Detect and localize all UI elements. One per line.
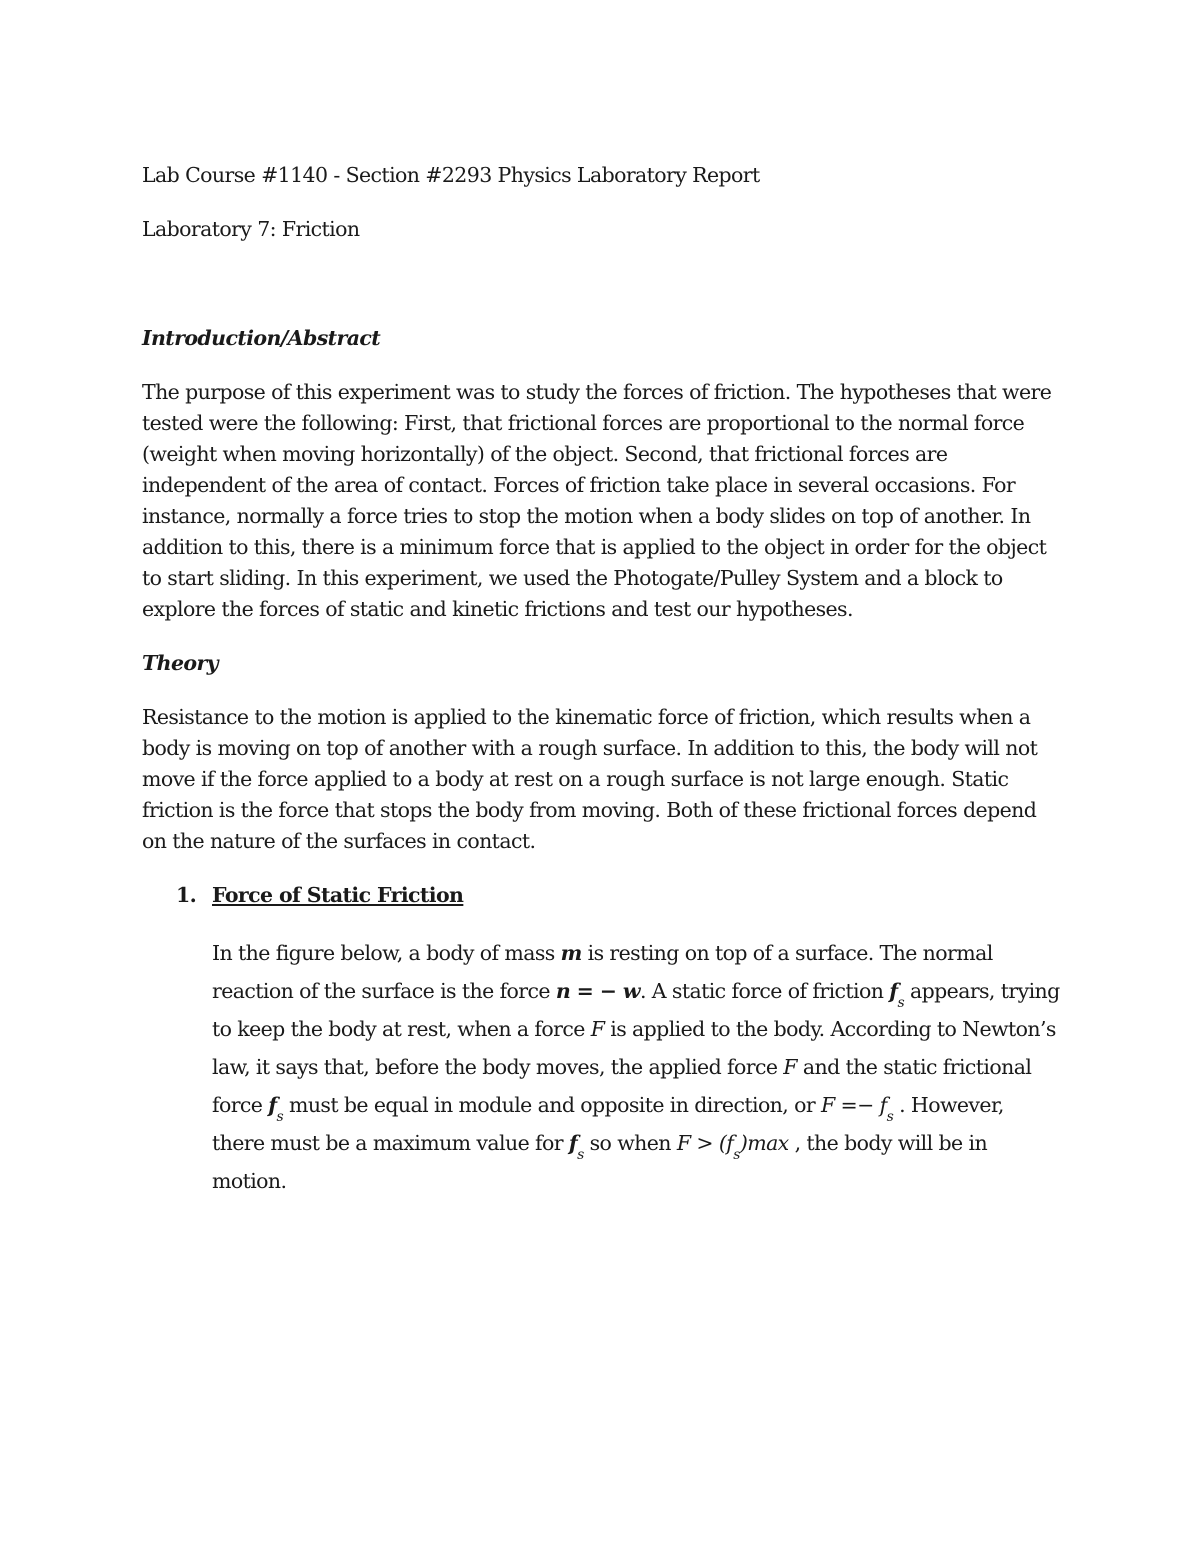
math-force-equation: F =− f [820, 1093, 887, 1117]
math-inequality-max: )max [739, 1131, 789, 1155]
numbered-list [142, 880, 1062, 1200]
static-friction-body [212, 934, 1062, 1200]
math-subscript: s [886, 1109, 894, 1125]
course-line: Lab Course #1140 - Section #2293 Physics Laboratory Report [142, 163, 760, 187]
text-run: and the static frictional force [212, 1055, 1032, 1117]
math-subscript: s [276, 1109, 284, 1125]
text-run: must be equal in module and opposite in direction, or [283, 1093, 821, 1117]
math-force: F [783, 1055, 797, 1079]
theory-body: Resistance to the motion is applied to the kinematic force of friction, which results when a body is moving on top of another with a rough surface. In addition to this, the body will not move if the force applied to a body at rest on a rough surface is not large enough. Static friction is the force that stops the body from moving. Both of these frictional forces depend on the nature of the surfaces in contact. [142, 705, 1038, 853]
math-subscript: s [733, 1147, 740, 1163]
math-normal-equation: n = − w [555, 979, 640, 1003]
math-friction: f [568, 1131, 578, 1155]
text-run: is applied to the body. According to Newton’s law, it says that, before the body moves, the applied force [212, 1017, 1056, 1079]
text-run: . However, there must be a maximum value for [212, 1093, 1004, 1155]
text-run: appears, trying to keep the body at rest, when a force [212, 979, 1060, 1041]
text-run: , the body will be in motion. [212, 1131, 988, 1193]
text-run: so when [583, 1131, 677, 1155]
math-subscript: s [577, 1147, 584, 1163]
introduction-heading: Introduction/Abstract [142, 326, 381, 350]
text-run: . A static force of friction [639, 979, 890, 1003]
list-item-static-friction [142, 880, 1062, 911]
document-page [142, 160, 1062, 1200]
math-mass: m [560, 941, 582, 965]
math-subscript: s [897, 995, 905, 1011]
math-inequality: F > (f [676, 1131, 734, 1155]
math-friction: f [268, 1093, 277, 1117]
list-number: 1. [176, 883, 197, 907]
text-run: is resting on top of a surface. The normal reaction of the surface is the force [212, 941, 993, 1003]
introduction-body: The purpose of this experiment was to study the forces of friction. The hypotheses that were tested were the following: First, that frictional forces are proportional to the normal force (weight when moving horizontally) of the object. Second, that frictional forces are independent of the area of contact. Forces of friction take place in several occasions. For instance, normally a force tries to stop the motion when a body slides on top of another. In addition to this, there is a minimum force that is applied to the object in order for the object to start sliding. In this experiment, we used the Photogate/Pulley System and a block to explore the forces of static and kinetic frictions and test our hypotheses. [142, 380, 1052, 621]
lab-title: Laboratory 7: Friction [142, 217, 360, 241]
math-force: F [590, 1017, 605, 1041]
text-run: In the figure below, a body of mass [212, 941, 561, 965]
math-friction: f [889, 979, 898, 1003]
section-title: Force of Static Friction [212, 883, 464, 907]
theory-heading: Theory [142, 651, 218, 675]
